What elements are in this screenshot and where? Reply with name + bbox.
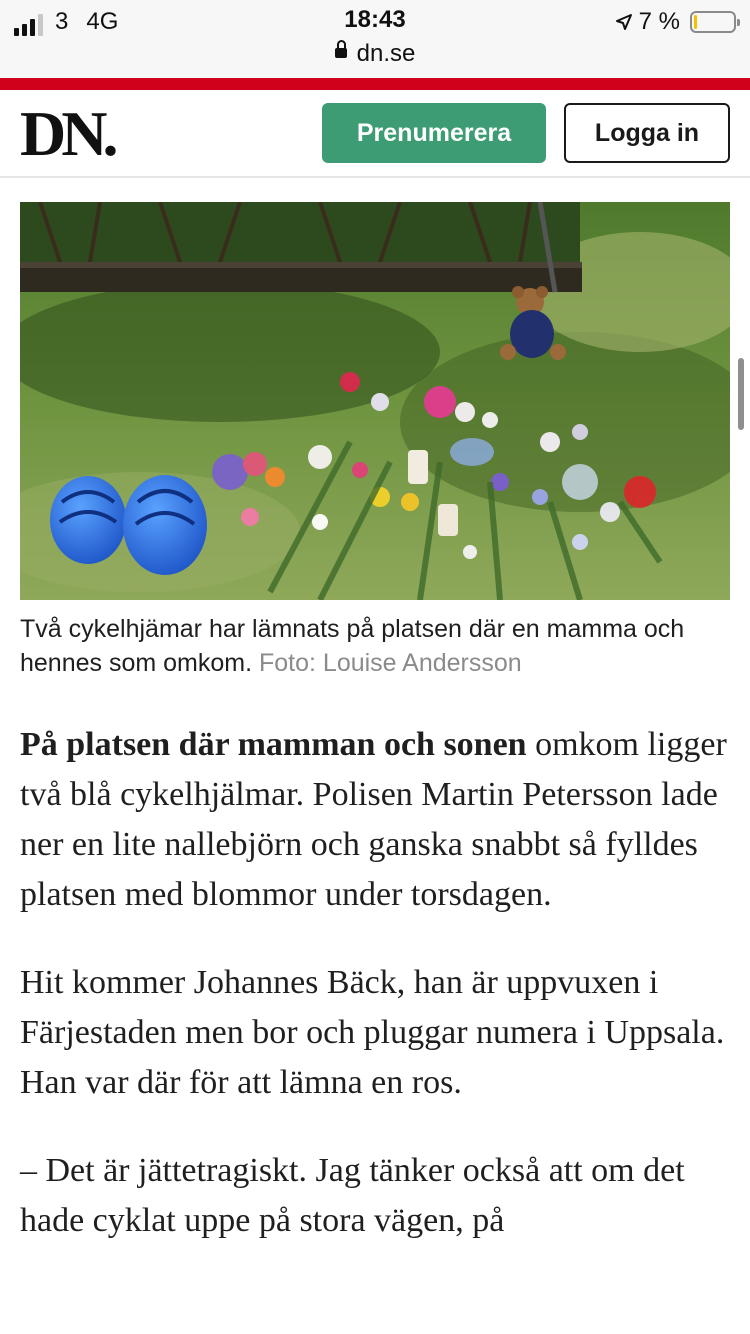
page-scrollbar[interactable] (738, 358, 744, 430)
lock-icon (335, 48, 347, 58)
lead-bold-text: På platsen där mamman och sonen (20, 726, 527, 763)
battery-fill (694, 15, 697, 29)
status-right (615, 8, 736, 36)
brand-accent-line (0, 78, 750, 90)
article-lead-paragraph (20, 720, 732, 920)
article-photo (20, 202, 730, 600)
photo-caption (20, 612, 732, 680)
article-paragraph: Hit kommer Johannes Bäck, han är uppvuxen i Färjestaden men bor och pluggar numera i Uppsala. Han var där för att lämna en ros. (20, 964, 725, 1101)
caption-text: Två cykelhjämar har lämnats på platsen där en mamma och hennes som omkom. (20, 615, 685, 677)
memorial-photo-illustration (20, 202, 730, 600)
battery-percent: 7 % (638, 8, 680, 35)
url-text: dn.se (356, 40, 416, 67)
article-paragraph: – Det är jättetragiskt. Jag tänker också att om det hade cyklat uppe på stora vägen, på (20, 1152, 685, 1239)
battery-icon (690, 11, 736, 33)
photo-credit: Foto: Louise Andersson (259, 649, 522, 677)
carrier-name: 3 (55, 8, 69, 35)
location-arrow-icon (615, 13, 633, 31)
clock: 18:43 (344, 6, 406, 33)
login-button[interactable]: Logga in (564, 103, 730, 163)
site-header (0, 90, 750, 178)
address-bar[interactable] (0, 40, 750, 68)
dn-logo[interactable]: DN. (20, 98, 114, 169)
network-type: 4G (86, 8, 119, 35)
article-body (20, 720, 732, 1284)
lead-text: omkom ligger två blå cykelhjälmar. Polisen Martin Petersson lade ner en lite nallebjörn och ganska snabbt så fylldes platsen med blommor under torsdagen. (20, 726, 727, 913)
status-bar (0, 0, 750, 78)
subscribe-button[interactable]: Prenumerera (322, 103, 546, 163)
